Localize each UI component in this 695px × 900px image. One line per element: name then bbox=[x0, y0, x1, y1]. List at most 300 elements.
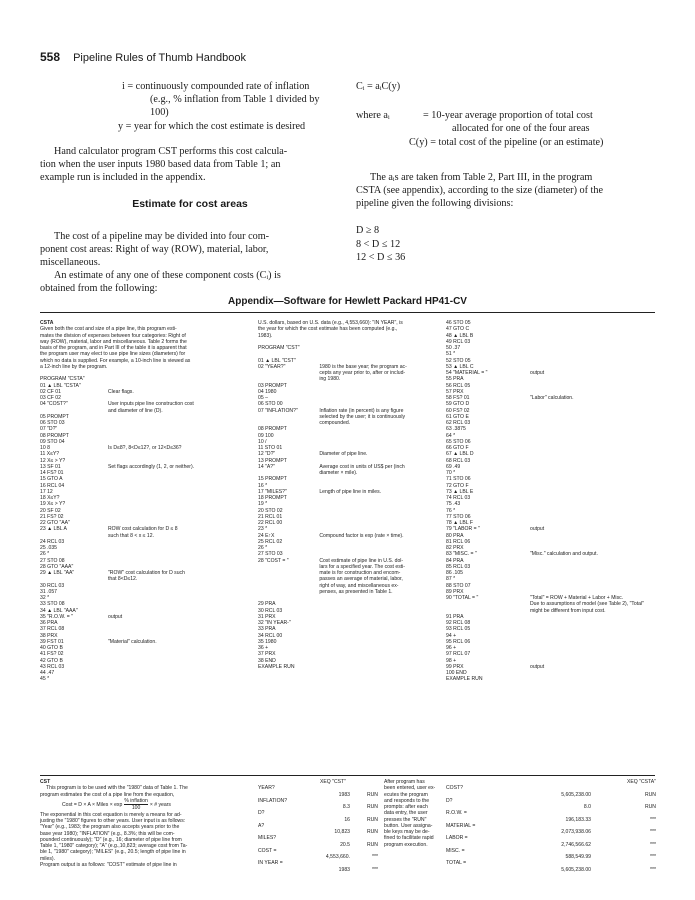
listing-line-cell: User inputs pipe line construction cost bbox=[108, 401, 194, 408]
listing-line-cell: 45 * bbox=[40, 676, 50, 683]
run-line-cell: RUN bbox=[366, 816, 378, 823]
section-heading: Estimate for cost areas bbox=[132, 198, 248, 211]
listing-line-cell: 14 FS? 01 bbox=[40, 470, 64, 476]
listing-line-cell: 30 RCL 03 bbox=[258, 607, 283, 614]
listing-line-cell: 92 RCL 08 bbox=[446, 620, 471, 626]
para1-line: Hand calculator program CST performs this cost calcula- bbox=[54, 145, 288, 157]
eq-fraction bbox=[124, 798, 148, 811]
listing-line-cell: 46 STO 05 bbox=[446, 320, 471, 326]
listing-line-cell: Due to assumptions of model (see Table 2), "Total" bbox=[530, 601, 644, 608]
para-line: pipeline given the following divisions: bbox=[356, 198, 514, 210]
run-note-line: and responds to the bbox=[384, 797, 430, 804]
run-note-line: After program has bbox=[384, 779, 425, 785]
run-note-line: ble keys may be de- bbox=[384, 829, 430, 835]
listing-line-cell: 64 * bbox=[446, 432, 456, 439]
listing-line-cell: 89 PRX bbox=[446, 588, 464, 595]
listing-line-cell: 100 END bbox=[446, 670, 467, 676]
listing-line-cell: 23 ▲ LBL A bbox=[40, 526, 67, 533]
listing-line-cell: 93 RCL 05 bbox=[446, 626, 471, 633]
csta-intro-line: which no data is supplied. For example, a 10-inch line is viewed as bbox=[40, 357, 191, 364]
listing-line-cell: output bbox=[530, 663, 545, 670]
listing-line-cell: 52 STO 05 bbox=[446, 357, 471, 364]
listing-line-cell: 97 RCL 07 bbox=[446, 651, 471, 658]
listing-line-cell: 20 STO 02 bbox=[258, 507, 283, 514]
def-total-cost: C(y) = total cost of the pipeline (or an estimate) bbox=[409, 136, 604, 148]
listing-line-cell: 09 STO 04 bbox=[40, 438, 65, 445]
def-a-text: = 10-year average proportion of total cost bbox=[423, 110, 593, 122]
listing-line-cell: 81 RCL 06 bbox=[446, 538, 471, 545]
listing-line-cell: 85 RCL 03 bbox=[446, 563, 471, 570]
listing-line-cell: 48 ▲ LBL B bbox=[446, 332, 474, 339]
listing-line-cell: 11 X≤Y? bbox=[40, 451, 60, 458]
csta-intro bbox=[40, 326, 245, 370]
listing-line-cell: selected by the user; it is continuously bbox=[319, 413, 406, 420]
run-line-cell: RUN bbox=[644, 804, 656, 810]
run-csta-header: XEQ "CSTA" bbox=[627, 779, 656, 785]
listing-line-cell: right of way, and miscellaneous ex- bbox=[319, 582, 399, 589]
run-cst-note bbox=[384, 779, 448, 848]
cst-intro-line: U.S. dollars, based on U.S. data (e.g., 4,553,660): "IN YEAR", is bbox=[258, 320, 403, 326]
listing-line-cell: 61 GTO E bbox=[446, 413, 469, 420]
listing-line-cell: 04 "COST?" bbox=[40, 401, 68, 408]
listing-line-cell: 43 RCL 03 bbox=[40, 663, 65, 670]
run-line-cell: 5,605,238.00 bbox=[561, 866, 591, 873]
left-column bbox=[40, 80, 340, 296]
run-line-cell: *** bbox=[650, 866, 656, 873]
listing-line-cell bbox=[530, 676, 666, 682]
run-line-cell: 196,183.33 bbox=[565, 816, 591, 823]
para2-line: The cost of a pipeline may be divided into four com- bbox=[54, 230, 270, 242]
run-line-cell: 10,823 bbox=[334, 829, 350, 835]
listing-line-cell: 95 RCL 06 bbox=[446, 638, 471, 645]
listing-line-cell: EXAMPLE RUN bbox=[258, 663, 295, 670]
listing-line-cell: 07 "D?" bbox=[40, 426, 58, 433]
run-note-line: been entered, user ex- bbox=[384, 785, 436, 792]
listing-line-cell: 14 "A?" bbox=[258, 463, 275, 470]
run-csta-rows bbox=[446, 785, 656, 873]
listing-line-cell: 03 PROMPT bbox=[258, 382, 287, 389]
def-a bbox=[356, 109, 656, 122]
listing-line-cell: 32 * bbox=[40, 595, 50, 601]
listing-line-cell: 59 GTO D bbox=[446, 401, 470, 408]
run-line-cell: TOTAL = bbox=[446, 860, 467, 867]
listing-line-cell: 01 ▲ LBL "CSTA" bbox=[40, 382, 81, 389]
example-run-csta bbox=[446, 779, 656, 873]
run-line bbox=[446, 867, 656, 873]
listing-line-cell: 77 STO 06 bbox=[446, 513, 471, 520]
run-line-cell: *** bbox=[372, 866, 378, 873]
listing-line-cell: 51 * bbox=[446, 351, 456, 358]
run-line-cell: MILES? bbox=[258, 835, 277, 842]
para-line: CSTA (see appendix), according to the size (diameter) of the bbox=[356, 185, 603, 197]
run-line-cell: 8.0 bbox=[583, 804, 591, 810]
listing-line-cell: 38 PRX bbox=[40, 632, 58, 639]
listing-line-cell: 16 RCL 04 bbox=[40, 482, 65, 489]
listing-line-cell: 78 ▲ LBL F bbox=[446, 520, 473, 526]
listing-line-cell: 36 + bbox=[258, 645, 269, 651]
csta-title: CSTA bbox=[40, 320, 54, 326]
listing-line-cell: 67 ▲ LBL D bbox=[446, 451, 474, 458]
run-line-cell: *** bbox=[650, 841, 656, 848]
run-line-cell: 1983 bbox=[338, 866, 350, 873]
listing-line-cell: 15 PROMPT bbox=[258, 476, 287, 483]
listing-line-cell: output bbox=[530, 370, 545, 376]
run-line-cell: RUN bbox=[366, 841, 378, 848]
listing-line-cell: 66 GTO F bbox=[446, 445, 469, 451]
run-line-cell: *** bbox=[372, 854, 378, 860]
where-label: where aᵢ bbox=[356, 110, 390, 122]
listing-line-cell: Diameter of pipe line. bbox=[319, 451, 368, 458]
listing-line-cell: "Labor" calculation. bbox=[530, 395, 574, 401]
cst-body-line: base year 1980); "INFLATION" (e.g., 8.3%; this will be com- bbox=[40, 830, 175, 837]
listing-line-cell: 32 "IN YEAR-" bbox=[258, 620, 291, 626]
listing-line-cell: 57 PRX bbox=[446, 388, 464, 395]
listing-line-cell: output bbox=[108, 613, 123, 620]
run-note-line: program execution. bbox=[384, 841, 428, 848]
listing-line-cell: 37 RCL 08 bbox=[40, 626, 65, 633]
run-line-cell: INFLATION? bbox=[258, 797, 288, 804]
run-cst-header: XEQ "CST" bbox=[320, 779, 346, 785]
listing-line-cell: lars for a specified year. The cost esti- bbox=[319, 563, 406, 570]
listing-line-cell: 24 RCL 03 bbox=[40, 538, 65, 545]
listing-line-cell: 18 X≤Y? bbox=[40, 495, 60, 501]
listing-line-cell: 39 FST 01 bbox=[40, 638, 64, 645]
book-title: Pipeline Rules of Thumb Handbook bbox=[73, 52, 246, 64]
listing-line-cell: "Misc." calculation and output. bbox=[530, 551, 598, 558]
listing-line-cell: 19 X≤ > Y? bbox=[40, 501, 66, 508]
listing-line-cell: 56 RCL 05 bbox=[446, 382, 471, 389]
listing-line-cell: ing 1980. bbox=[319, 376, 341, 383]
run-line-cell: D? bbox=[446, 797, 453, 804]
listing-line-cell: 10 / bbox=[258, 438, 267, 445]
listing-line-cell: 70 * bbox=[446, 470, 456, 476]
listing-line-cell: 74 RCL 03 bbox=[446, 495, 471, 501]
cst-body-line: justing the "1980" figures to other years. User input is as follows: bbox=[40, 818, 186, 824]
cst-body-line: "Year" (e.g., 1983; the program also accepts years prior to the bbox=[40, 824, 180, 831]
run-line-cell: 8.3 bbox=[342, 804, 350, 810]
cst-listing bbox=[258, 339, 438, 670]
listing-line-cell: 40 GTO B bbox=[40, 645, 63, 651]
run-line-cell: MATERIAL = bbox=[446, 822, 476, 829]
listing-line-cell: 13 PROMPT bbox=[258, 457, 287, 464]
listing-line-cell: 65 STO 06 bbox=[446, 438, 471, 445]
listing-line-cell: 06 STO 00 bbox=[258, 401, 283, 408]
listing-line-cell: Clear flags. bbox=[108, 388, 134, 395]
cst-intro bbox=[258, 320, 438, 339]
appendix-col1 bbox=[40, 320, 245, 683]
listing-line-cell: 22 RCL 00 bbox=[258, 520, 283, 526]
lower-rule bbox=[40, 775, 655, 776]
para2-line: ponent cost areas: Right of way (ROW), material, labor, bbox=[40, 243, 269, 255]
run-note-line: presses the "RUN" bbox=[384, 816, 427, 823]
def-a-cont: allocated for one of the four areas bbox=[452, 123, 590, 135]
listing-line-cell: ROW cost calculation for D ≤ 8 bbox=[108, 526, 178, 533]
listing-line-cell: Cost estimate of pipe line in U.S. dol- bbox=[319, 557, 404, 564]
cst-title: CST bbox=[40, 779, 51, 785]
listing-line-cell: passes an average of material, labor, bbox=[319, 576, 403, 583]
listing-line-cell: "ROW" cost calculation for D such bbox=[108, 570, 185, 576]
cst-body bbox=[40, 812, 245, 868]
cst-intro-line: the year for which the cost estimate has been computed (e.g., bbox=[258, 326, 398, 333]
para2-line: miscellaneous. bbox=[40, 257, 101, 269]
run-note-line: prompts: after each bbox=[384, 804, 428, 810]
listing-line-cell: 24 E↑X bbox=[258, 532, 275, 539]
listing-line-cell: 55 PRA bbox=[446, 376, 464, 383]
listing-line-cell: PROGRAM "CSTA" bbox=[40, 376, 85, 383]
listing-line-cell: 13 SF 01 bbox=[40, 463, 61, 470]
run-line-cell: RUN bbox=[366, 829, 378, 835]
para-line: The aᵢs are taken from Table 2, Part III, in the program bbox=[370, 171, 593, 183]
csta-intro-line: way (ROW), material, labor and miscellaneous. Table 2 forms the bbox=[40, 338, 187, 345]
run-line-cell: *** bbox=[650, 829, 656, 835]
listing-line-cell: 05 PROMPT bbox=[40, 413, 69, 420]
listing-line-cell: 99 PRX bbox=[446, 663, 464, 670]
listing-line-cell: 96 + bbox=[446, 645, 457, 651]
csta-intro-line: Given both the cost and size of a pipe line, this program esti- bbox=[40, 326, 177, 333]
listing-line-cell: 84 PRA bbox=[446, 557, 464, 564]
listing-line-cell: 87 * bbox=[446, 576, 456, 583]
listing-line-cell: 53 ▲ LBL C bbox=[446, 363, 474, 370]
listing-line-cell: penses, as presented in Table 1. bbox=[319, 588, 393, 595]
eq-right: × # years bbox=[149, 801, 171, 808]
listing-line-cell: mate is for construction and encom- bbox=[319, 570, 401, 576]
run-line-cell: 5,605,238.00 bbox=[561, 791, 591, 798]
listing-line-cell: 10 8 bbox=[40, 445, 50, 451]
listing-line-cell: cepts any year prior to, after or includ- bbox=[319, 370, 406, 376]
cst-body-line: The exponential in this cost equation is merely a means for ad- bbox=[40, 811, 182, 818]
listing-line-cell: 86 .105 bbox=[446, 570, 463, 576]
run-line-cell: IN YEAR = bbox=[258, 860, 283, 867]
cst-description bbox=[40, 779, 245, 868]
division-1: D ≥ 8 bbox=[356, 225, 380, 237]
listing-line-cell: 63 .3875 bbox=[446, 426, 466, 433]
run-line-cell: MISC. = bbox=[446, 847, 465, 854]
listing-line-cell: 29 ▲ LBL "AA" bbox=[40, 570, 75, 576]
listing-line-cell: 28 "COST = " bbox=[258, 557, 289, 564]
listing-line-cell: 33 PRA bbox=[258, 626, 276, 633]
listing-line-cell bbox=[319, 664, 438, 670]
listing-line-cell: 08 PROMPT bbox=[40, 432, 69, 439]
listing-line-cell: 15 GTO A bbox=[40, 476, 63, 483]
listing-line-cell: 23 * bbox=[258, 526, 268, 533]
division-2: 8 < D ≤ 12 bbox=[356, 238, 401, 250]
listing-line-cell: 07 "INFLATION?" bbox=[258, 407, 298, 414]
listing-line-cell: 44 .47 bbox=[40, 670, 55, 676]
listing-line-cell: PROGRAM "CST" bbox=[258, 345, 300, 351]
eq-numerator: % inflation bbox=[124, 797, 148, 804]
listing-line-cell: 27 STO 03 bbox=[258, 551, 283, 558]
listing-line-cell: 08 PROMPT bbox=[258, 426, 287, 433]
listing-line-cell: 80 PRA bbox=[446, 532, 464, 539]
listing-line-cell: 98 + bbox=[446, 657, 457, 664]
cst-body-line: miles). bbox=[40, 855, 55, 862]
csta-intro-line: basis of the program, and in Part III of the table it is apparent that bbox=[40, 345, 187, 351]
listing-line-cell: 82 PRX bbox=[446, 545, 464, 551]
listing-line-cell bbox=[108, 676, 245, 682]
listing-line-cell: 19 * bbox=[258, 501, 268, 508]
def-year: y = year for which the cost estimate is desired bbox=[118, 120, 306, 132]
listing-line-cell: 16 * bbox=[258, 482, 268, 489]
listing-line-cell: 71 STO 06 bbox=[446, 476, 471, 483]
para3-line: obtained from the following: bbox=[40, 283, 158, 295]
listing-line-cell: EXAMPLE RUN bbox=[446, 676, 483, 683]
appendix-title: Appendix—Software for Hewlett Packard HP41-CV bbox=[228, 296, 467, 307]
listing-line-cell: 28 GTO "AAA" bbox=[40, 563, 74, 570]
listing-line-cell: 11 STO 01 bbox=[258, 445, 283, 451]
run-line-cell bbox=[258, 867, 302, 873]
listing-line-cell: Inflation rate (in percent) is any figure bbox=[319, 407, 404, 414]
csta-intro-line: a 12-inch line by the program. bbox=[40, 363, 108, 370]
run-line-cell: YEAR? bbox=[258, 785, 275, 792]
running-header bbox=[40, 50, 246, 64]
listing-line-cell: 58 FS? 01 bbox=[446, 395, 470, 401]
def-inflation-rate-cont: (e.g., % inflation from Table 1 divided by 100) bbox=[150, 94, 320, 119]
csta-listing bbox=[40, 370, 245, 683]
run-line-cell bbox=[446, 867, 506, 873]
listing-line-cell: 29 PRA bbox=[258, 601, 276, 608]
listing-line-cell: output bbox=[530, 526, 545, 533]
listing-line-cell: 35 1980 bbox=[258, 638, 277, 645]
para3-line: An estimate of any one of these component costs (Cᵢ) is bbox=[54, 270, 281, 282]
para1-line: example run is included in the appendix. bbox=[40, 172, 206, 184]
division-3: 12 < D ≤ 36 bbox=[356, 251, 406, 263]
appendix-col2 bbox=[258, 320, 438, 670]
listing-line-cell: 01 ▲ LBL "CST" bbox=[258, 357, 296, 364]
run-line-cell: RUN bbox=[644, 791, 656, 798]
listing-line-cell: might be different from input cost. bbox=[530, 607, 606, 614]
appendix-rule bbox=[40, 312, 655, 313]
listing-line-cell: Compound factor is exp (rate × time). bbox=[319, 532, 404, 539]
run-line-cell: 4,553,660. bbox=[325, 854, 350, 860]
run-line-cell: 16 bbox=[344, 816, 350, 823]
run-line-cell: 1983 bbox=[338, 791, 350, 798]
run-line-cell: COST = bbox=[258, 847, 277, 854]
listing-line-cell: 41 FS? 02 bbox=[40, 651, 64, 658]
example-run-cst bbox=[258, 779, 378, 873]
run-line-cell: COST? bbox=[446, 785, 463, 792]
listing-line bbox=[40, 676, 245, 682]
run-note-line: data entry, the user bbox=[384, 810, 428, 817]
listing-line-cell: 1980 is the base year; the program ac- bbox=[319, 363, 407, 370]
listing-line-cell: 31 .057 bbox=[40, 588, 57, 595]
listing-line-cell: 03 CF 02 bbox=[40, 395, 61, 401]
listing-line-cell: 02 "YEAR?" bbox=[258, 363, 286, 370]
listing-line-cell: 06 STO 03 bbox=[40, 420, 65, 426]
listing-line-cell: 47 GTO C bbox=[446, 326, 470, 333]
listing-line-cell: 25 RCL 02 bbox=[258, 538, 283, 545]
listing-line-cell: such that 8 < x ≤ 12. bbox=[108, 532, 154, 539]
run-line bbox=[258, 867, 378, 873]
listing-line-cell: 12 "D?" bbox=[258, 451, 276, 458]
listing-line-cell: 05 – bbox=[258, 395, 268, 401]
listing-line-cell: 18 PROMPT bbox=[258, 495, 287, 501]
listing-line-cell: that 8<D≤12. bbox=[108, 576, 138, 583]
listing-line-cell: 91 PRA bbox=[446, 613, 464, 620]
listing-line-cell: 22 GTO "AA" bbox=[40, 520, 70, 526]
listing-line-cell: 04 1980 bbox=[258, 388, 277, 395]
appendix-col3 bbox=[446, 320, 666, 683]
listing-line-cell: 68 RCL 03 bbox=[446, 457, 471, 464]
listing-line-cell: "Total" = ROW + Material + Labor + Misc. bbox=[530, 595, 624, 601]
listing-line bbox=[446, 676, 666, 682]
listing-line-cell: 42 GTO B bbox=[40, 657, 63, 664]
cst-intro-line: program estimates the cost of a pipe line from the equation, bbox=[40, 791, 175, 798]
listing-line-cell: 38 END bbox=[258, 657, 276, 664]
listing-line-cell: 27 STO 08 bbox=[40, 557, 65, 564]
listing-line-cell: 79 "LABOR = " bbox=[446, 526, 480, 533]
listing-line-cell: 90 "TOTAL = " bbox=[446, 595, 479, 601]
listing-line-cell: 75 .43 bbox=[446, 501, 461, 508]
listing-line-cell: 50 .37 bbox=[446, 345, 461, 351]
run-line-cell: 2,073,938.06 bbox=[561, 829, 591, 835]
listing-line-cell: 25 .035 bbox=[40, 545, 57, 551]
para1-line: tion when the user inputs 1980 based data from Table 1; an bbox=[40, 159, 281, 171]
run-cst-note-lines bbox=[384, 779, 448, 848]
listing-line-cell: 17 "MILES?" bbox=[258, 488, 287, 495]
listing-line-cell: 30 RCL 03 bbox=[40, 582, 65, 589]
run-line-cell: A? bbox=[258, 822, 265, 829]
listing-line-cell: 34 RCL 00 bbox=[258, 632, 283, 639]
listing-line-cell: 69 .49 bbox=[446, 463, 461, 470]
listing-line-cell: 94 + bbox=[446, 632, 457, 639]
cost-equation bbox=[40, 798, 245, 812]
listing-line-cell: 76 * bbox=[446, 507, 456, 514]
listing-line-cell: 02 CF 01 bbox=[40, 388, 61, 395]
listing-line-cell: "Material" calculation. bbox=[108, 638, 157, 645]
cst-body-line: Table 1, "1980" category); "A" (e.g.,10,823; average cost from Ta- bbox=[40, 843, 188, 849]
listing-line-cell: 60 FS? 02 bbox=[446, 407, 470, 414]
run-line-cell: D? bbox=[258, 810, 265, 817]
listing-line-cell: 73 ▲ LBL E bbox=[446, 488, 474, 495]
page-number: 558 bbox=[40, 50, 61, 64]
run-line-cell: *** bbox=[650, 816, 656, 823]
listing-line-cell: 34 ▲ LBL "AAA" bbox=[40, 607, 78, 614]
run-cst-rows bbox=[258, 785, 378, 873]
listing-line-cell: Set flags accordingly (1, 2, or neither). bbox=[108, 463, 195, 470]
eq-left: Cost = D × A × Miles × exp bbox=[62, 801, 123, 808]
listing-line-cell: Is D≤8?, 8<D≤12?, or 12<D≤36? bbox=[108, 445, 182, 451]
listing-line-cell: 20 SF 02 bbox=[40, 507, 61, 514]
run-line-cell: 588,549.99 bbox=[565, 854, 591, 860]
listing-line-cell: 33 STO 08 bbox=[40, 601, 65, 608]
run-line-cell: R.O.W. = bbox=[446, 810, 467, 817]
def-inflation-rate: i = continuously compounded rate of inflation bbox=[122, 81, 310, 92]
cst-intro-line: This program is to be used with the "1980" data of Table 1. The bbox=[46, 785, 188, 792]
run-note-line: fined to facilitate rapid bbox=[384, 835, 434, 842]
listing-line-cell: 26 * bbox=[258, 545, 268, 551]
cst-intro-line: 1983). bbox=[258, 332, 273, 339]
listing-line-cell: 72 GTO F bbox=[446, 482, 469, 489]
csta-intro-line: the program user may elect to use pipe line sizes (diameters) for bbox=[40, 351, 186, 358]
listing-line-cell: 31 PRX bbox=[258, 613, 276, 620]
csta-intro-line: mates the division of expenses between four categories: Right of bbox=[40, 332, 186, 339]
listing-line-cell: 62 RCL 03 bbox=[446, 420, 471, 426]
listing-line-cell: 54 "MATERIAL = " bbox=[446, 370, 488, 376]
run-line-cell: 20.5 bbox=[340, 841, 350, 848]
cst-body-line: ble 1, "1980" category); "MILES" (e.g., 20.5; length of pipe line in bbox=[40, 849, 186, 856]
listing-line-cell: 37 PRX bbox=[258, 651, 276, 658]
run-line-cell: LABOR = bbox=[446, 835, 468, 842]
listing-line-cell: 26 * bbox=[40, 551, 50, 558]
listing-line-cell: 35 "R.O.W. = " bbox=[40, 613, 73, 620]
eq-denominator: 100 bbox=[131, 804, 141, 811]
listing-line-cell: 09 100 bbox=[258, 432, 274, 439]
listing-line bbox=[258, 664, 438, 670]
listing-line-cell: and diameter of line (D). bbox=[108, 407, 163, 414]
right-column bbox=[356, 80, 656, 264]
listing-line-cell: 12 X≤ > Y? bbox=[40, 457, 66, 464]
listing-line-cell: 88 STO 07 bbox=[446, 582, 471, 589]
